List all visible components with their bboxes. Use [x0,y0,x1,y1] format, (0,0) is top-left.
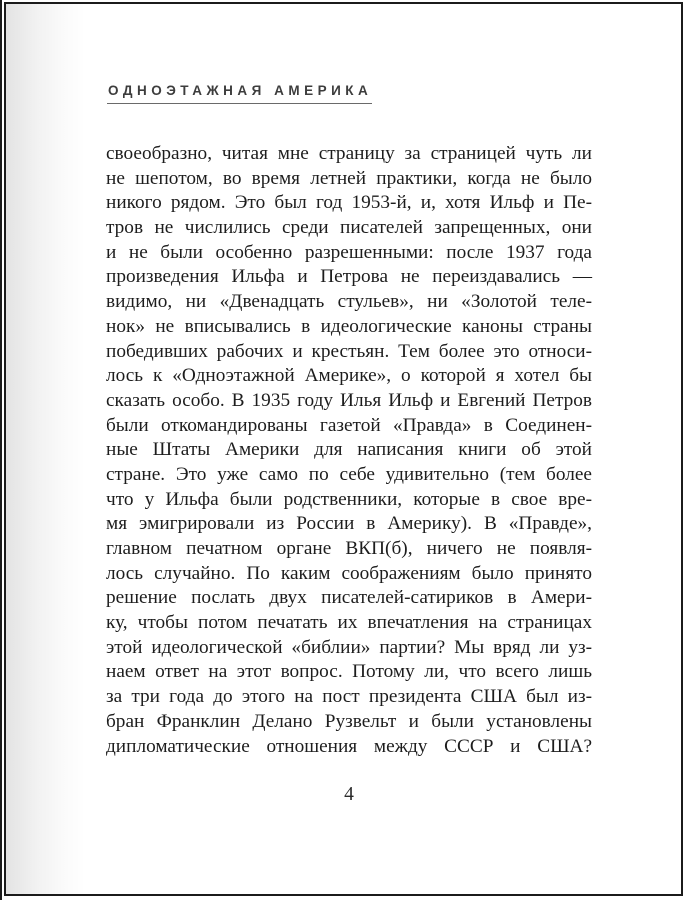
text-line: ные Штаты Америки для написания книги об этой [106,439,592,461]
text-line: победивших рабочих и крестьян. Тем более это относи- [106,340,592,362]
text-line: мя эмигрировали из России в Америку). В «Правде», [106,513,592,535]
text-line: никого рядом. Это был год 1953-й, и, хотя Ильф и Пе- [106,192,592,214]
text-line: и не были особенно разрешенными: после 1937 года [106,241,592,263]
page-number: 4 [344,784,354,805]
text-line: ку, чтобы потом печатать их впечатления на страницах [106,612,592,634]
running-head-rule [107,103,372,104]
running-head-title: ОДНОЭТАЖНАЯ АМЕРИКА [108,83,373,98]
page-stack-edge-line [0,0,2,900]
text-line: были откомандированы газетой «Правда» в Соединен- [106,414,592,436]
text-line: своеобразно, читая мне страницу за страницей чуть ли [106,143,592,164]
text-line: дипломатические отношения между СССР и США? [106,735,592,757]
text-line: сказать особо. В 1935 году Илья Ильф и Евгений Петров [106,389,592,411]
text-line: что у Ильфа были родственники, которые в свое вре- [106,488,592,510]
text-line: произведения Ильфа и Петрова не переиздавались — [106,266,592,288]
text-line: наем ответ на этот вопрос. Потому ли, что всего лишь [106,661,592,683]
text-line: видимо, ни «Двенадцать стульев», ни «Золотой теле- [106,291,592,313]
body-text-block [106,142,592,759]
text-line: лось случайно. По каким соображениям было принято [106,562,592,584]
text-line: этой идеологической «библии» партии? Мы вряд ли уз- [106,636,592,658]
text-line: нок» не вписывались в идеологические каноны страны [106,315,592,337]
text-line: стране. Это уже само по себе удивительно (тем более [106,463,592,485]
text-line: тров не числились среди писателей запрещенных, они [106,217,592,239]
text-line: главном печатном органе ВКП(б), ничего не появля- [106,538,592,559]
text-line: бран Франклин Делано Рузвельт и были установлены [106,710,592,732]
text-line: не шепотом, во время летней практики, когда не было [106,167,592,189]
text-line: за три года до этого на пост президента США был из- [106,686,592,708]
text-line: решение послать двух писателей-сатириков в Амери- [106,587,592,609]
text-line: лось к «Одноэтажной Америке», о которой я хотел бы [106,365,592,387]
